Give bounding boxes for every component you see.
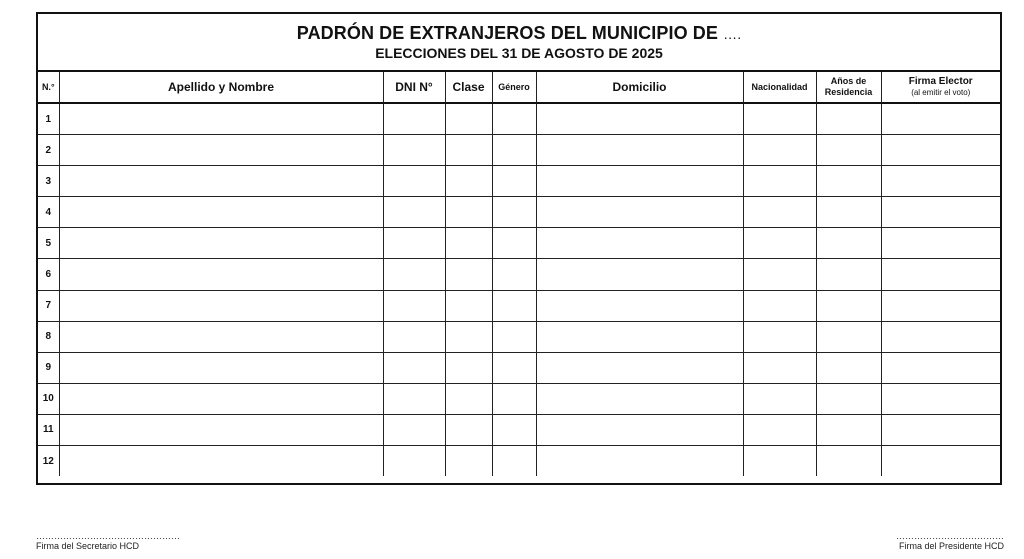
cell-anios[interactable] (816, 321, 881, 352)
cell-domicilio[interactable] (536, 103, 743, 135)
title-placeholder-dots: …. (723, 26, 742, 42)
cell-nacionalidad[interactable] (743, 259, 816, 290)
cell-firma[interactable] (881, 259, 1000, 290)
cell-anios[interactable] (816, 352, 881, 383)
cell-name[interactable] (59, 166, 383, 197)
cell-anios[interactable] (816, 446, 881, 477)
cell-clase[interactable] (445, 228, 492, 259)
cell-nacionalidad[interactable] (743, 414, 816, 445)
cell-dni[interactable] (383, 259, 445, 290)
cell-domicilio[interactable] (536, 259, 743, 290)
cell-anios[interactable] (816, 103, 881, 135)
cell-domicilio[interactable] (536, 414, 743, 445)
cell-nacionalidad[interactable] (743, 166, 816, 197)
table-header-row (38, 71, 1000, 103)
cell-nacionalidad[interactable] (743, 228, 816, 259)
cell-clase[interactable] (445, 135, 492, 166)
cell-domicilio[interactable] (536, 321, 743, 352)
cell-domicilio[interactable] (536, 228, 743, 259)
table-row (38, 228, 1000, 259)
cell-nacionalidad[interactable] (743, 135, 816, 166)
president-signature-line: ……………………………… (896, 531, 1004, 541)
cell-dni[interactable] (383, 228, 445, 259)
cell-name[interactable] (59, 290, 383, 321)
cell-anios[interactable] (816, 228, 881, 259)
cell-firma[interactable] (881, 446, 1000, 477)
row-number: 11 (38, 414, 59, 445)
cell-genero[interactable] (492, 228, 536, 259)
cell-genero[interactable] (492, 352, 536, 383)
cell-name[interactable] (59, 446, 383, 477)
cell-firma[interactable] (881, 321, 1000, 352)
cell-domicilio[interactable] (536, 352, 743, 383)
col-header-firma-label: Firma Elector (908, 76, 973, 87)
cell-firma[interactable] (881, 352, 1000, 383)
secretary-signature-block (36, 531, 180, 551)
cell-dni[interactable] (383, 446, 445, 477)
cell-dni[interactable] (383, 321, 445, 352)
cell-dni[interactable] (383, 103, 445, 135)
cell-domicilio[interactable] (536, 197, 743, 228)
cell-firma[interactable] (881, 103, 1000, 135)
cell-dni[interactable] (383, 197, 445, 228)
cell-genero[interactable] (492, 197, 536, 228)
row-number: 9 (38, 352, 59, 383)
cell-dni[interactable] (383, 290, 445, 321)
col-header-nacionalidad: Nacionalidad (743, 71, 816, 103)
cell-nacionalidad[interactable] (743, 321, 816, 352)
secretary-signature-line: ………………………………………… (36, 531, 180, 541)
col-header-dni: DNI N° (383, 71, 445, 103)
cell-genero[interactable] (492, 321, 536, 352)
document-title-text: PADRÓN DE EXTRANJEROS DEL MUNICIPIO DE (296, 23, 718, 43)
cell-name[interactable] (59, 352, 383, 383)
cell-clase[interactable] (445, 290, 492, 321)
col-header-anios-line2: Residencia (824, 87, 873, 97)
cell-anios[interactable] (816, 135, 881, 166)
cell-name[interactable] (59, 197, 383, 228)
cell-name[interactable] (59, 321, 383, 352)
cell-name[interactable] (59, 414, 383, 445)
row-number: 12 (38, 446, 59, 477)
table-row (38, 259, 1000, 290)
cell-nacionalidad[interactable] (743, 290, 816, 321)
table-row (38, 103, 1000, 135)
row-number: 10 (38, 383, 59, 414)
col-header-anios-residencia (816, 71, 881, 103)
row-number: 7 (38, 290, 59, 321)
title-box (38, 14, 1000, 70)
cell-genero[interactable] (492, 103, 536, 135)
col-header-firma-elector (881, 71, 1000, 103)
row-number: 8 (38, 321, 59, 352)
cell-clase[interactable] (445, 414, 492, 445)
cell-clase[interactable] (445, 321, 492, 352)
col-header-anios-line1: Años de (830, 76, 867, 86)
cell-clase[interactable] (445, 259, 492, 290)
cell-firma[interactable] (881, 290, 1000, 321)
cell-anios[interactable] (816, 383, 881, 414)
cell-clase[interactable] (445, 446, 492, 477)
cell-name[interactable] (59, 228, 383, 259)
cell-genero[interactable] (492, 259, 536, 290)
col-header-firma-note: (al emitir el voto) (911, 88, 971, 97)
padron-sheet (36, 12, 1002, 485)
table-row (38, 446, 1000, 477)
row-number: 5 (38, 228, 59, 259)
row-number: 2 (38, 135, 59, 166)
secretary-signature-label: Firma del Secretario HCD (36, 541, 140, 551)
cell-genero[interactable] (492, 290, 536, 321)
cell-genero[interactable] (492, 135, 536, 166)
col-header-domicilio: Domicilio (536, 71, 743, 103)
cell-genero[interactable] (492, 446, 536, 477)
table-row (38, 290, 1000, 321)
cell-dni[interactable] (383, 135, 445, 166)
cell-anios[interactable] (816, 414, 881, 445)
table-body (38, 103, 1000, 476)
cell-dni[interactable] (383, 383, 445, 414)
row-number: 1 (38, 103, 59, 135)
cell-name[interactable] (59, 383, 383, 414)
col-header-genero: Género (492, 71, 536, 103)
cell-domicilio[interactable] (536, 166, 743, 197)
cell-nacionalidad[interactable] (743, 197, 816, 228)
col-header-name: Apellido y Nombre (59, 71, 383, 103)
col-header-number: N.° (38, 71, 59, 103)
document-title (38, 23, 1000, 44)
cell-clase[interactable] (445, 103, 492, 135)
cell-name[interactable] (59, 103, 383, 135)
table-row (38, 321, 1000, 352)
cell-clase[interactable] (445, 197, 492, 228)
table-row (38, 197, 1000, 228)
table-row (38, 352, 1000, 383)
voter-roll-table (38, 70, 1000, 476)
row-number: 4 (38, 197, 59, 228)
cell-dni[interactable] (383, 414, 445, 445)
cell-anios[interactable] (816, 197, 881, 228)
cell-clase[interactable] (445, 166, 492, 197)
row-number: 3 (38, 166, 59, 197)
cell-anios[interactable] (816, 259, 881, 290)
cell-domicilio[interactable] (536, 290, 743, 321)
cell-genero[interactable] (492, 414, 536, 445)
cell-nacionalidad[interactable] (743, 446, 816, 477)
table-row (38, 414, 1000, 445)
cell-firma[interactable] (881, 228, 1000, 259)
table-row (38, 383, 1000, 414)
cell-name[interactable] (59, 135, 383, 166)
cell-genero[interactable] (492, 166, 536, 197)
cell-clase[interactable] (445, 352, 492, 383)
cell-domicilio[interactable] (536, 383, 743, 414)
cell-name[interactable] (59, 259, 383, 290)
cell-nacionalidad[interactable] (743, 383, 816, 414)
cell-firma[interactable] (881, 197, 1000, 228)
cell-dni[interactable] (383, 352, 445, 383)
table-row (38, 166, 1000, 197)
cell-anios[interactable] (816, 166, 881, 197)
document-subtitle: ELECCIONES DEL 31 DE AGOSTO DE 2025 (375, 45, 663, 61)
cell-anios[interactable] (816, 290, 881, 321)
president-signature-block (896, 531, 1004, 551)
table-row (38, 135, 1000, 166)
cell-firma[interactable] (881, 135, 1000, 166)
row-number: 6 (38, 259, 59, 290)
cell-genero[interactable] (492, 383, 536, 414)
cell-nacionalidad[interactable] (743, 352, 816, 383)
president-signature-label: Firma del Presidente HCD (898, 541, 1004, 551)
cell-dni[interactable] (383, 166, 445, 197)
cell-firma[interactable] (881, 414, 1000, 445)
cell-clase[interactable] (445, 383, 492, 414)
cell-firma[interactable] (881, 383, 1000, 414)
cell-firma[interactable] (881, 166, 1000, 197)
cell-nacionalidad[interactable] (743, 103, 816, 135)
cell-domicilio[interactable] (536, 135, 743, 166)
cell-domicilio[interactable] (536, 446, 743, 477)
col-header-clase: Clase (445, 71, 492, 103)
